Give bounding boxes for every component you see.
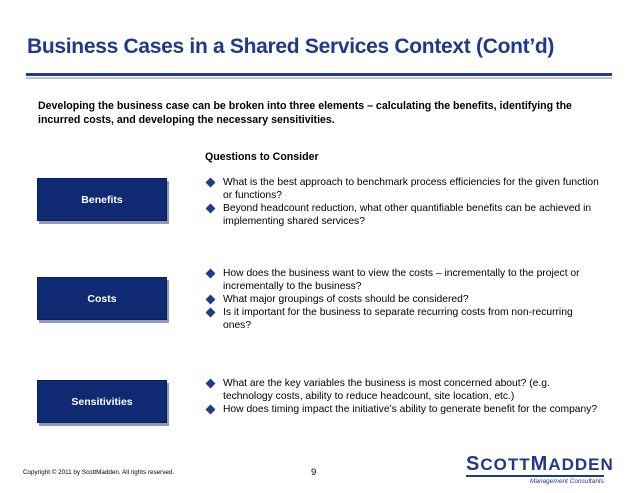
list-item — [205, 267, 600, 293]
logo-underline — [466, 475, 604, 477]
list-item — [205, 377, 600, 403]
page-number: 9 — [311, 467, 317, 478]
costs-questions — [205, 267, 600, 332]
copyright-text: Copyright © 2011 by ScottMadden. All rights reserved. — [23, 469, 175, 476]
diamond-bullet-icon — [206, 405, 216, 415]
title-divider — [26, 73, 612, 76]
list-item — [205, 176, 600, 202]
diamond-bullet-icon — [206, 204, 216, 214]
question-text: How does the business want to view the costs – incrementally to the project or incrementally to the business? — [223, 268, 580, 292]
sensitivities-questions — [205, 377, 600, 416]
questions-heading: Questions to Consider — [205, 151, 319, 163]
benefits-box: Benefits — [37, 178, 167, 221]
question-text: Beyond headcount reduction, what other quantifiable benefits can be achieved in implementing shared services? — [223, 203, 592, 227]
intro-text: Developing the business case can be broken into three elements – calculating the benefits, identifying the incurred costs, and developing the necessary sensitivities. — [38, 100, 572, 126]
list-item — [205, 202, 600, 228]
benefits-questions — [205, 176, 600, 228]
diamond-bullet-icon — [206, 308, 216, 318]
list-item — [205, 403, 600, 416]
diamond-bullet-icon — [206, 178, 216, 188]
question-text: How does timing impact the initiative’s ability to generate benefit for the company? — [223, 404, 598, 415]
question-text: What major groupings of costs should be considered? — [223, 294, 469, 305]
question-text: What are the key variables the business is most concerned about? (e.g. technology costs, ability to reduce headcount, site location, etc.) — [223, 378, 550, 402]
sensitivities-box: Sensitivities — [37, 380, 167, 423]
scottmadden-logo — [466, 455, 616, 485]
diamond-bullet-icon — [206, 295, 216, 305]
slide-title: Business Cases in a Shared Services Context (Cont’d) — [27, 35, 555, 58]
list-item — [205, 306, 600, 332]
diamond-bullet-icon — [206, 379, 216, 389]
question-text: What is the best approach to benchmark process efficiencies for the given function or functions? — [223, 177, 599, 201]
question-text: Is it important for the business to separate recurring costs from non-recurring ones? — [223, 307, 573, 331]
logo-wordmark: SCOTTMADDEN — [466, 453, 614, 475]
logo-tagline: Management Consultants — [529, 478, 604, 485]
costs-box: Costs — [37, 277, 167, 320]
diamond-bullet-icon — [206, 269, 216, 279]
list-item — [205, 293, 600, 306]
title-divider-shadow — [26, 77, 612, 79]
